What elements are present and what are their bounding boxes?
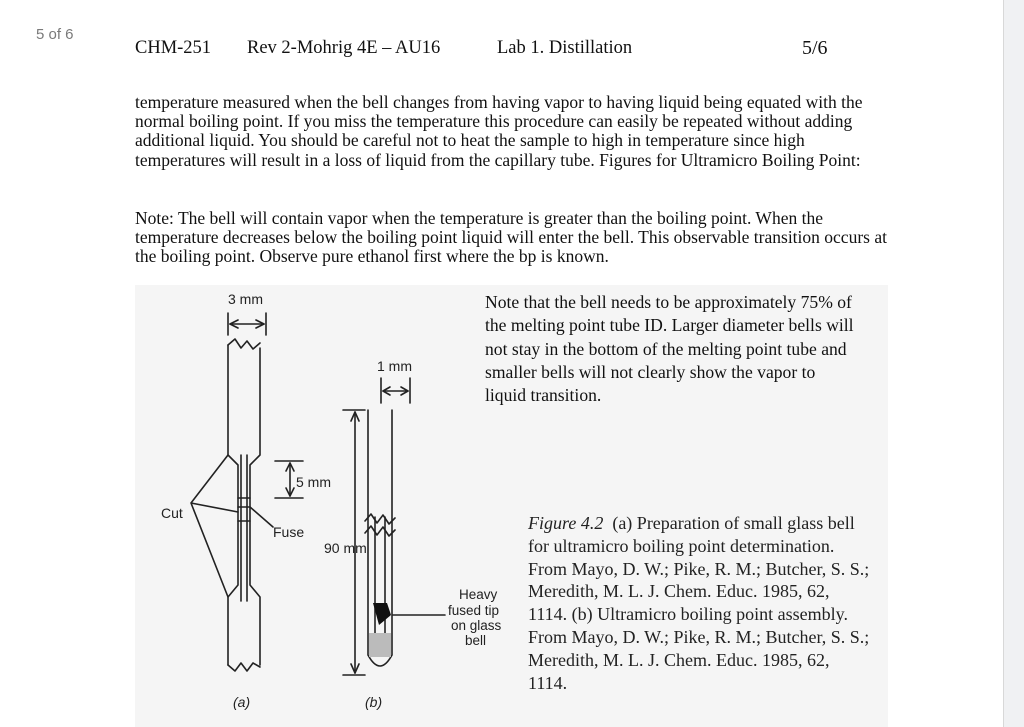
cut-leader-lines xyxy=(191,455,238,597)
tube-a-top-break xyxy=(228,339,260,349)
label-90mm: 90 mm xyxy=(324,540,367,556)
tube-b-break-1 xyxy=(365,514,395,524)
label-heavy-3: on glass xyxy=(451,618,502,633)
label-panel-b: (b) xyxy=(365,694,383,710)
paragraph-procedure: temperature measured when the bell changes from having vapor to having liquid being equated with the normal boiling point. If you miss the temperature this procedure can easily be repeated without adding additional liquid. You should be careful not to heat the sample to high in temperature since high temperatures will result in a loss of liquid from the capillary tube. Figures for Ultramicro Boiling Point: xyxy=(135,92,863,170)
label-heavy-4: bell xyxy=(465,633,487,648)
tube-b-outer xyxy=(368,410,392,666)
caption-text: (a) Preparation of small glass bell for ultramicro boiling point determination. From Mayo, D. W.; Pike, R. M.; Butcher, S. S.; Meredith, M. L. J. Chem. Educ. 1985, 62, 1114. (b) Ultramicro boiling point assembly. From Mayo, D. W.; Pike, R. M.; Butcher, S. S.; Meredith, M. L. J. Chem. Educ. 1985, 62, 1114. xyxy=(528,513,870,693)
fuse-leader xyxy=(250,507,273,527)
label-panel-a: (a) xyxy=(233,694,251,710)
caption-title: Figure 4.2 xyxy=(528,513,604,533)
label-fuse: Fuse xyxy=(273,524,305,540)
label-cut: Cut xyxy=(161,505,183,521)
tube-a-bottom-break xyxy=(228,663,260,671)
header-page-number: 5/6 xyxy=(802,37,828,59)
figure-side-note: Note that the bell needs to be approximately 75% of the melting point tube ID. Larger diameter bells will not stay in the bottom of the melting point tube and smaller bells will not clearly show the vapor to liquid transition. xyxy=(485,292,854,406)
paragraph-note: Note: The bell will contain vapor when the temperature is greater than the boiling point. When the temperature decreases below the boiling point liquid will enter the bell. This observable transition occurs at the boiling point. Observe pure ethanol first where the bp is known. xyxy=(135,208,887,267)
label-heavy-2: fused tip xyxy=(448,603,500,618)
label-5mm: 5 mm xyxy=(296,474,331,490)
label-1mm: 1 mm xyxy=(377,358,412,374)
tube-b-break-2 xyxy=(365,526,395,536)
label-heavy-1: Heavy xyxy=(459,587,498,602)
header-revision: Rev 2-Mohrig 4E – AU16 xyxy=(247,38,441,58)
tube-a-marks xyxy=(238,498,250,521)
label-3mm: 3 mm xyxy=(228,291,263,307)
figure-4-2 xyxy=(135,285,888,727)
liquid-sample xyxy=(369,633,391,657)
tube-b-bell xyxy=(375,517,385,644)
header-lab-title: Lab 1. Distillation xyxy=(497,38,633,58)
tube-a-right-wall xyxy=(250,348,260,665)
dimension-3mm xyxy=(228,313,266,335)
tube-a-left-wall xyxy=(228,345,238,665)
figure-caption xyxy=(528,512,873,694)
page-counter: 5 of 6 xyxy=(36,26,74,43)
tube-a-capillary xyxy=(241,455,247,601)
header-course: CHM-251 xyxy=(135,38,212,58)
